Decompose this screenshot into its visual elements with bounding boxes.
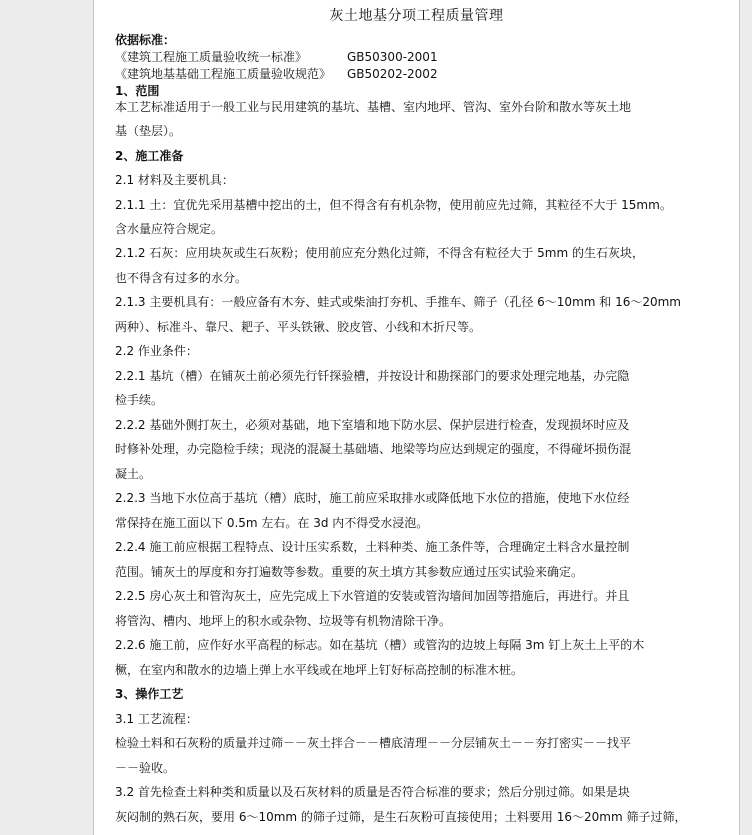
paragraph-line: 含水量应符合规定。	[115, 222, 224, 236]
paragraph-line: －－验收。	[115, 761, 176, 775]
paragraph-line: 2.1.1 土：宜优先采用基槽中挖出的土，但不得含有有机杂物，使用前应先过筛，其粒径不大于 15mm。	[115, 198, 672, 212]
section-heading: 1、范围	[115, 84, 160, 98]
paragraph-line: 2.2 作业条件：	[115, 344, 198, 358]
paragraph-line: 2.2.6 施工前，应作好水平高程的标志。如在基坑（槽）或管沟的边坡上每隔 3m 钉上灰土上平的木	[115, 638, 645, 652]
paragraph-line: 2.1.2 石灰：应用块灰或生石灰粉；使用前应充分熟化过筛，不得含有粒径大于 5mm 的生石灰块，	[115, 246, 644, 260]
paragraph-line: 将管沟、槽内、地坪上的积水或杂物、垃圾等有机物清除干净。	[115, 614, 452, 628]
paragraph-line: 本工艺标准适用于一般工业与民用建筑的基坑、基槽、室内地坪、管沟、室外台阶和散水等灰土地	[115, 100, 632, 114]
paragraph-line: 2.2.2 基础外侧打灰土，必须对基础，地下室墙和地下防水层、保护层进行检查，发现损坏时应及	[115, 418, 630, 432]
paragraph-line: 2.2.5 房心灰土和管沟灰土，应先完成上下水管道的安装或管沟墙间加固等措施后，再进行。并且	[115, 589, 630, 603]
paragraph-line: 也不得含有过多的水分。	[115, 271, 248, 285]
standard-name: 《建筑地基基础工程施工质量验收规范》	[115, 67, 332, 81]
standard-code: GB50300-2001	[347, 50, 438, 64]
standard-name: 《建筑工程施工质量验收统一标准》	[115, 50, 308, 64]
standard-row	[115, 65, 438, 82]
standard-code: GB50202-2002	[347, 67, 438, 81]
paragraph-line: 2.2.4 施工前应根据工程特点、设计压实系数，土料种类、施工条件等，合理确定土料含水量控制	[115, 540, 630, 554]
paragraph-line: 时修补处理，办完隐检手续；现浇的混凝土基础墙、地梁等均应达到规定的强度，不得碰坏损伤混	[115, 442, 632, 456]
paragraph-line: 范围。铺灰土的厚度和夯打遍数等参数。重要的灰土填方其参数应通过压实试验来确定。	[115, 565, 584, 579]
paragraph-line: 常保持在施工面以下 0.5m 左右。在 3d 内不得受水浸泡。	[115, 516, 429, 530]
paragraph-line: 2.2.3 当地下水位高于基坑（槽）底时，施工前应采取排水或降低地下水位的措施，使地下水位经	[115, 491, 630, 505]
document-page	[93, 0, 740, 835]
paragraph-line: 灰闷制的熟石灰，要用 6～10mm 的筛子过筛，是生石灰粉可直接使用；土料要用 16～20mm 筛子过筛，	[115, 810, 687, 824]
section-heading: 3、操作工艺	[115, 687, 184, 701]
paragraph-line: 橛，在室内和散水的边墙上弹上水平线或在地坪上钉好标高控制的标准木桩。	[115, 663, 524, 677]
basis-heading: 依据标准：	[115, 33, 176, 47]
document-title: 灰土地基分项工程质量管理	[329, 8, 504, 24]
section-heading: 2、施工准备	[115, 149, 184, 163]
paragraph-line: 基（垫层）。	[115, 124, 182, 138]
paragraph-line: 2.1 材料及主要机具：	[115, 173, 234, 187]
paragraph-line: 2.1.3 主要机具有：一般应备有木夯、蛙式或柴油打夯机、手推车、筛子（孔径 6～10mm 和 16～20mm	[115, 295, 681, 309]
paragraph-line: 两种）、标准斗、靠尺、耙子、平头铁锹、胶皮管、小线和木折尺等。	[115, 320, 482, 334]
paragraph-line: 检验土料和石灰粉的质量并过筛－－灰土拌合－－槽底清理－－分层铺灰土－－夯打密实－－找平	[115, 736, 632, 750]
paragraph-line: 检手续。	[115, 393, 164, 407]
standard-row	[115, 48, 438, 65]
paragraph-line: 3.2 首先检查土料种类和质量以及石灰材料的质量是否符合标准的要求；然后分别过筛。如果是块	[115, 785, 630, 799]
paragraph-line: 3.1 工艺流程：	[115, 712, 198, 726]
paragraph-line: 2.2.1 基坑（槽）在铺灰土前必须先行钎探验槽，并按设计和勘探部门的要求处理完地基，办完隐	[115, 369, 630, 383]
paragraph-line: 凝土。	[115, 467, 152, 481]
